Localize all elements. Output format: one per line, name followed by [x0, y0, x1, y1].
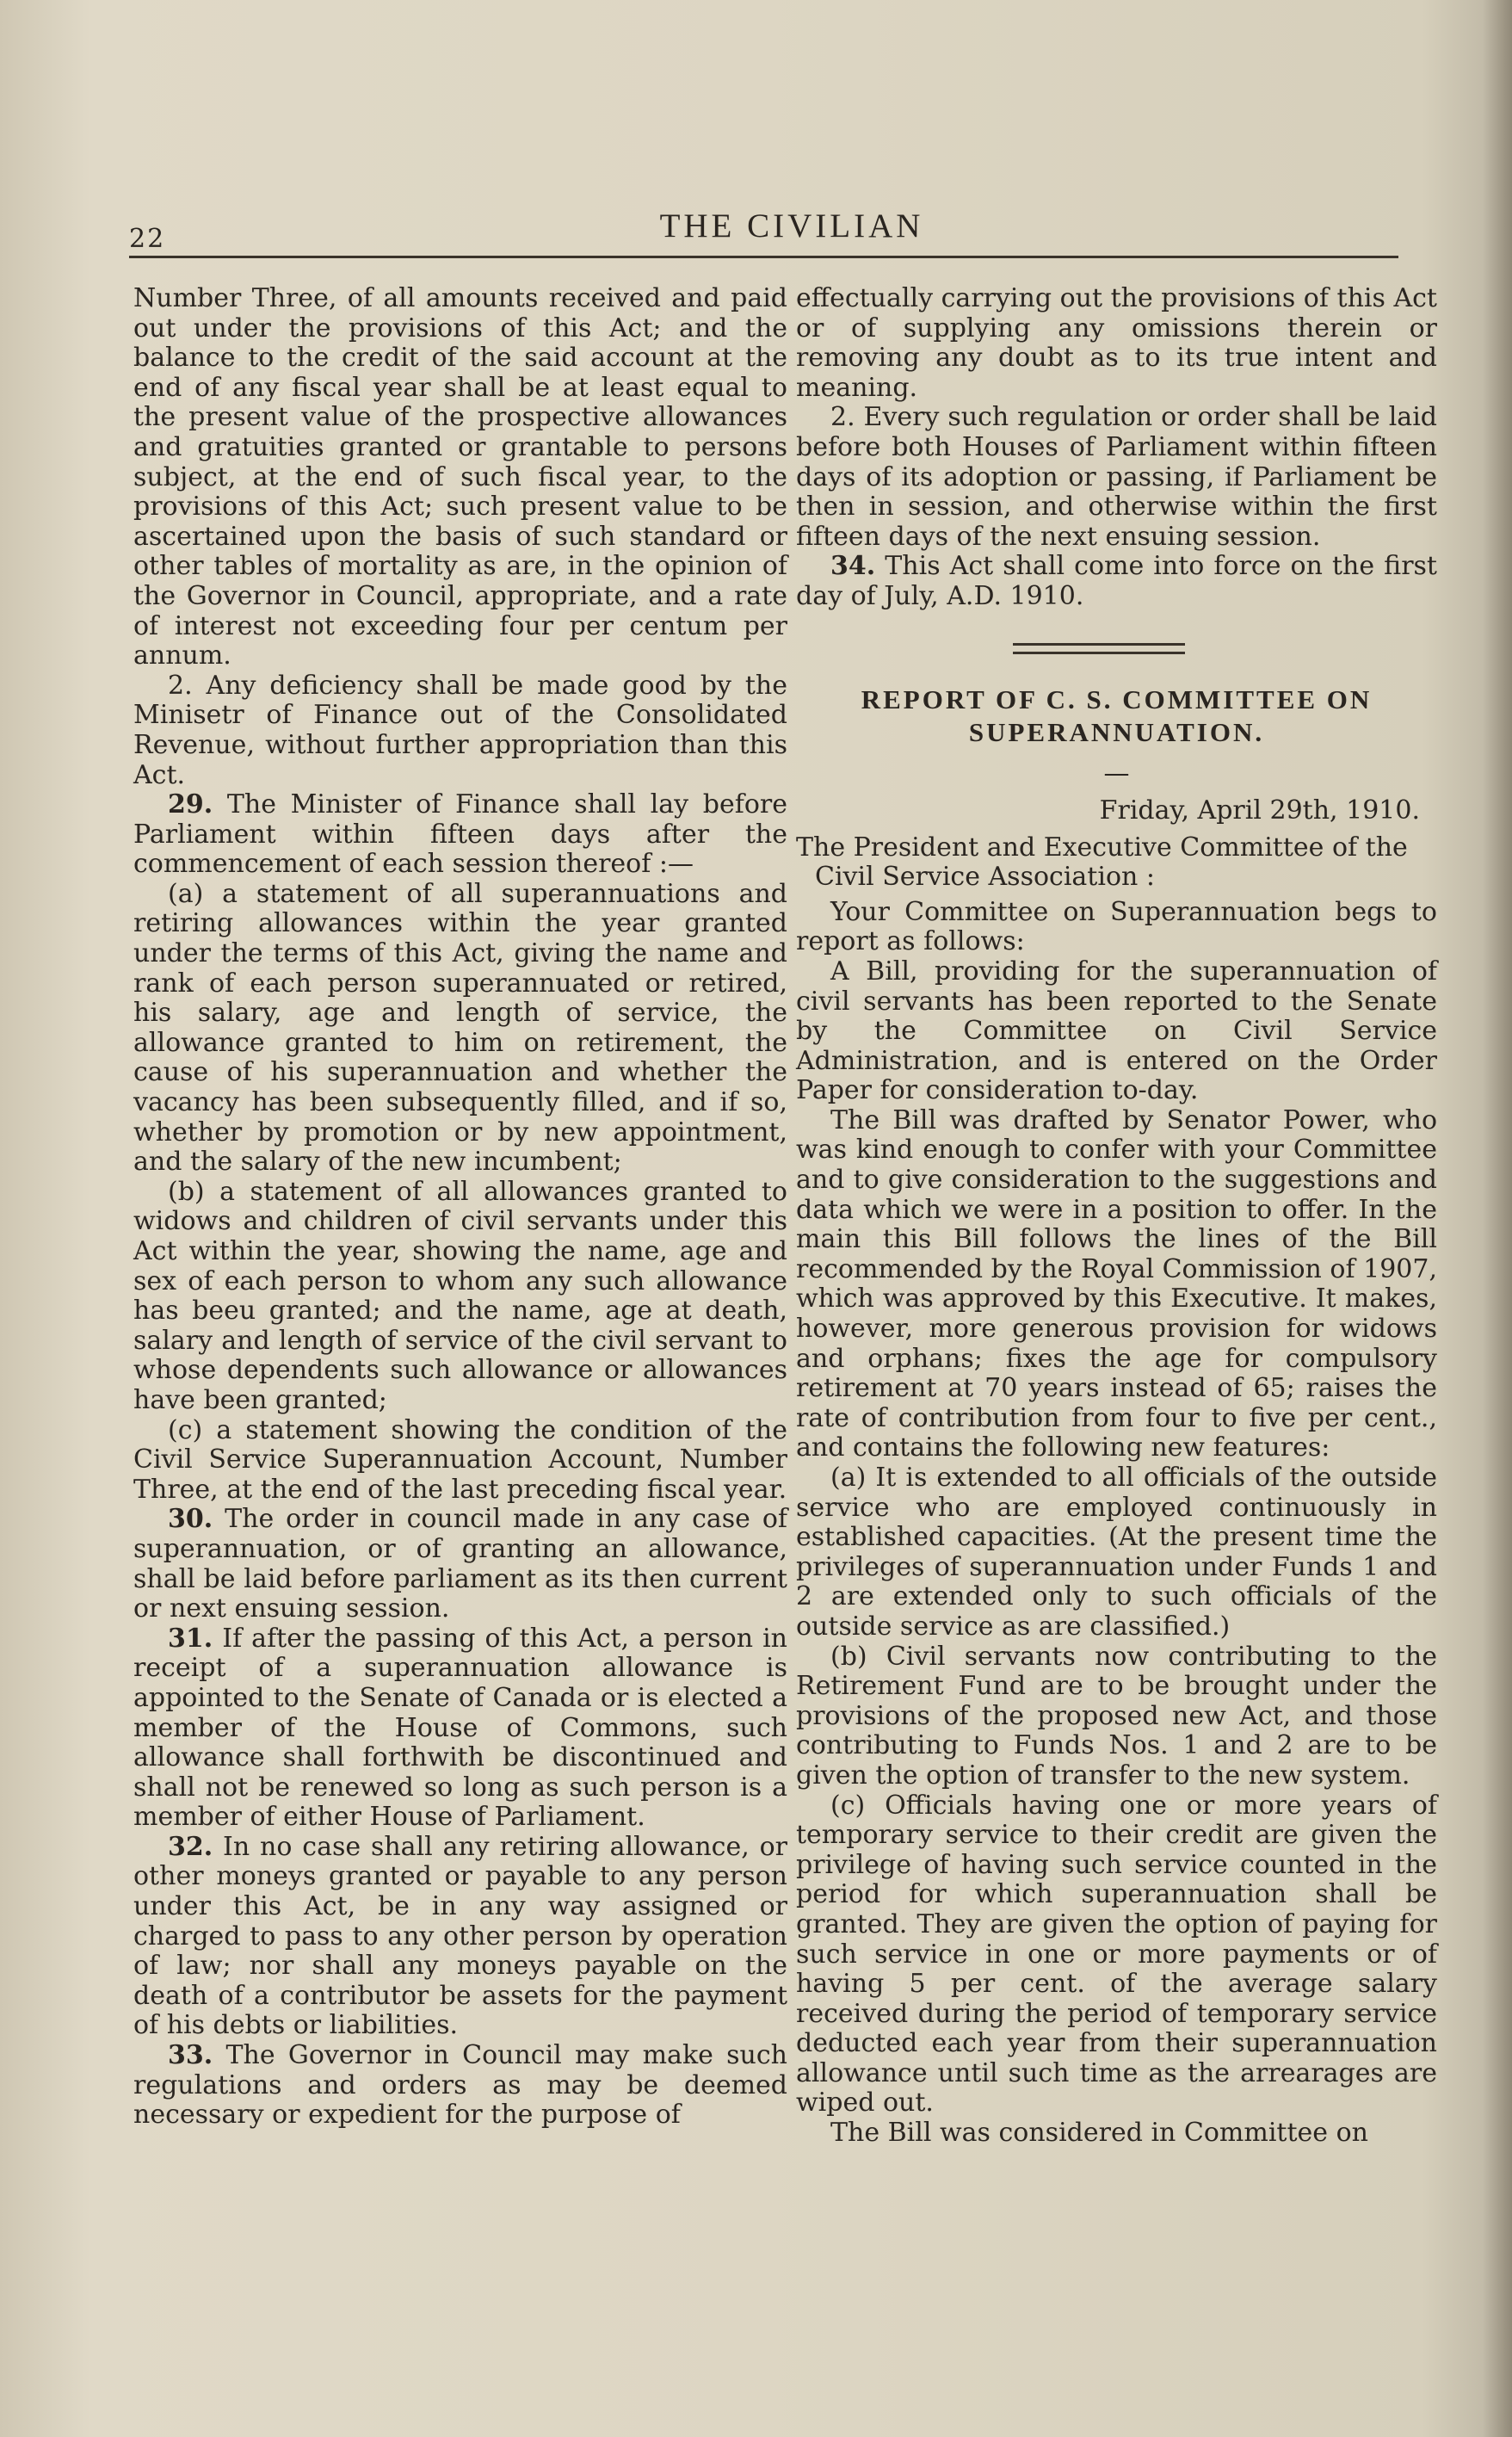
clause-b: (b) a statement of all allowances granted to widows and children of civil servants under this Act within the year, showing the name, age and sex of each person to whom any such allowance has beeu granted; and the name, age at death, salary and length of service of the civil servant to whose dependents such allowance or allowances have been granted;: [133, 1176, 787, 1415]
paragraph: A Bill, providing for the superannuation of civil servants has been reported to the Senate by the Committee on Civil Service Administration, and is entered on the Order Paper for consideration to-day.: [796, 956, 1437, 1106]
clause-a: (a) a statement of all superannuations and retiring allowances within the year granted under the terms of this Act, giving the name and rank of each person superannuated or retired, his salary, age and length of service, the allowance granted to him on retirement, the cause of his superannuation and whether the vacancy has been subsequently filled, and if so, whether by promotion or by new appointment, and the salary of the new incumbent;: [133, 878, 787, 1178]
report-title: REPORT OF C. S. COMMITTEE ON SUPERANNUATION.: [861, 683, 1373, 747]
running-title: THE CIVILIAN: [659, 207, 924, 244]
paragraph: The Bill was drafted by Senator Power, who was kind enough to confer with your Committee and to give consideration to the suggestions and data which we were in a position to offer. In the main this Bill follows the lines of the Bill recommended by the Royal Commission of 1907, which was approved by this Executive. It makes, however, more generous provision for widows and orphans; fixes the age for compulsory retirement at 70 years instead of 65; raises the rate of contribution from four to five per cent., and contains the following new features:: [796, 1104, 1437, 1463]
paragraph: Number Three, of all amounts received and paid out under the provisions of this Act; and the balance to the credit of the said account at the end of any fiscal year shall be at least equal to the present value of the prospective allowances and gratuities granted or grantable to persons subject, at the end of such fiscal year, to the provisions of this Act; such present value to be ascertained upon the basis of such standard or other tables of mortality as are, in the opinion of the Governor in Council, appropriate, and a rate of interest not exceeding four per centum per annum.: [133, 283, 787, 671]
section-33: 33. The Governor in Council may make such regulations and orders as may be deemed necessary or expedient for the purpose of: [133, 2040, 787, 2131]
title-dash: —: [1103, 758, 1130, 789]
page-edge-shadow: [1483, 0, 1512, 2437]
feature-b: (b) Civil servants now contributing to the Retirement Fund are to be brought under the provisions of the proposed new Act, and those contributing to Funds Nos. 1 and 2 are to be given the option of transfer to the new system.: [796, 1641, 1437, 1791]
section-31: 31. If after the passing of this Act, a person in receipt of a superannuation allowance is appointed to the Senate of Canada or is elected a member of the House of Commons, such allowance shall forthwith be discontinued and shall not be renewed so long as such person is a member of either House of Parliament.: [133, 1623, 787, 1833]
feature-c: (c) Officials having one or more years of temporary service to their credit are given the privilege of having such service counted in the period for which superannuation shall be granted. They are given the option of paying for such service in one or more payments or of having 5 per cent. of the average salary received during the period of temporary service deducted each year from their superannuation allowance until such time as the arrearages are wiped out.: [796, 1790, 1437, 2118]
report-addressee: The President and Executive Committee of the Civil Service Association :: [796, 832, 1408, 893]
left-column: [133, 284, 787, 2131]
paragraph: 2. Every such regulation or order shall be laid before both Houses of Parliament within fifteen days of its adoption or passing, if Parliament be then in session, and otherwise within the first fifteen days of the next ensuing session.: [796, 402, 1437, 552]
paragraph: effectually carrying out the provisions of this Act or of supplying any omissions therein or removing any doubt as to its true intent and meaning.: [796, 283, 1437, 403]
paragraph: The Bill was considered in Committee on: [830, 2118, 1368, 2149]
feature-a: (a) It is extended to all officials of the outside service who are employed continuously in established capacities. (At the present time the privileges of superannuation under Funds 1 and 2 are extended only to such officials of the outside service as are classified.): [796, 1463, 1437, 1642]
section-34: 34. This Act shall come into force on the first day of July, A.D. 1910.: [796, 551, 1437, 611]
section-number: 33.: [168, 2040, 213, 2071]
paragraph: 2. Any deficiency shall be made good by the Minisetr of Finance out of the Consolidated Revenue, without further appropriation than this Act.: [133, 670, 787, 790]
right-column: [796, 284, 1437, 2149]
section-number: 30.: [168, 1504, 213, 1535]
section-29: 29. The Minister of Finance shall lay before Parliament within fifteen days after the commencement of each session thereof :—: [133, 789, 787, 880]
section-number: 32.: [168, 1831, 213, 1862]
section-divider: [1013, 643, 1185, 654]
section-number: 31.: [168, 1623, 213, 1654]
report-date: Friday, April 29th, 1910.: [1099, 795, 1420, 826]
section-number: 34.: [830, 551, 876, 582]
header-rule: [129, 256, 1398, 258]
page-number: 22: [129, 224, 166, 254]
page-header: [129, 203, 1398, 255]
section-32: 32. In no case shall any retiring allowance, or other moneys granted or payable to any person under this Act, be in any way assigned or charged to pass to any other person by operation of law; nor shall any moneys payable on the death of a contributor be assets for the payment of his debts or liabilities.: [133, 1831, 787, 2041]
section-30: 30. The order in council made in any case of superannuation, or of granting an allowance, shall be laid before parliament as its then current or next ensuing session.: [133, 1504, 787, 1624]
section-number: 29.: [168, 789, 213, 820]
paragraph: Your Committee on Superannuation begs to report as follows:: [796, 896, 1437, 957]
clause-c: (c) a statement showing the condition of the Civil Service Superannuation Account, Number Three, at the end of the last preceding fiscal year.: [133, 1414, 787, 1505]
